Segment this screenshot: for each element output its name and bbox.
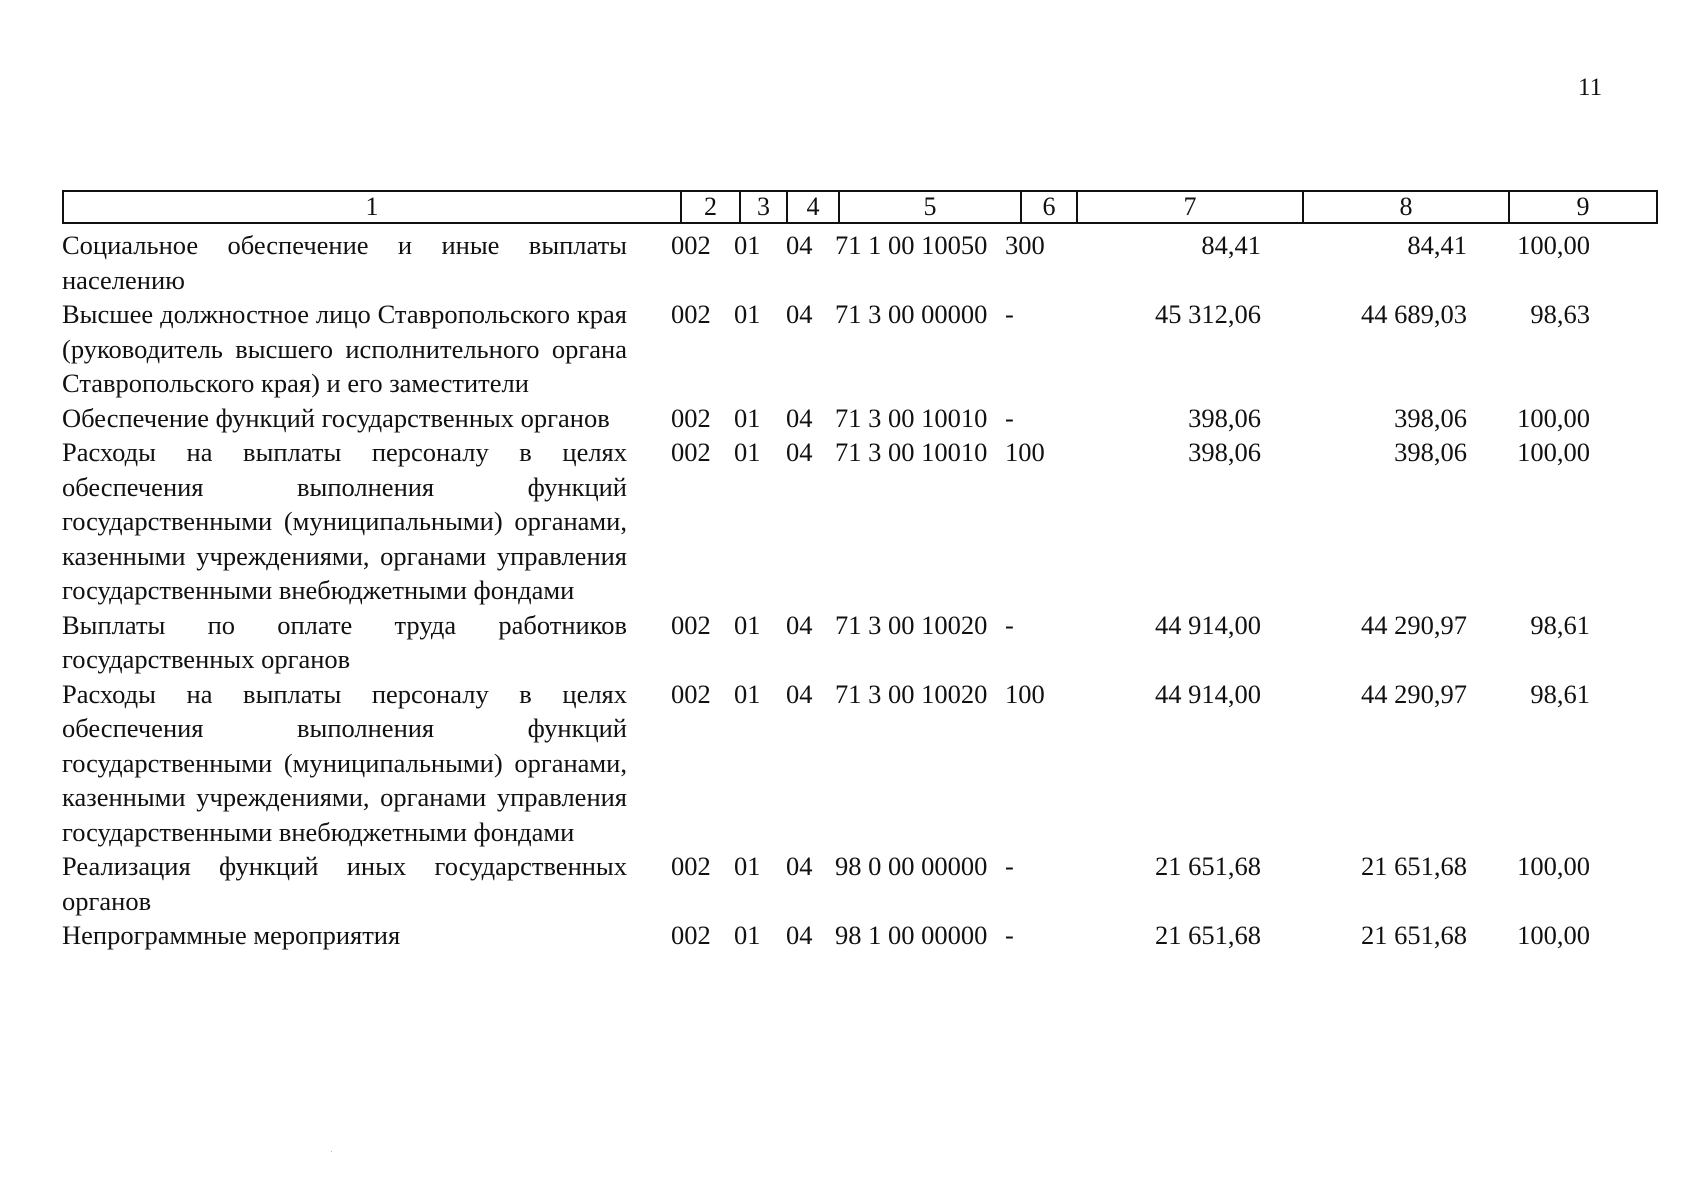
code-section: 01 [734, 230, 761, 260]
code-target-article: 71 3 00 10010 [835, 402, 988, 433]
row-name-line: обеспечения выполнения функций [62, 471, 627, 502]
code-ved: 002 [671, 437, 711, 467]
planned-amount: 21 651,68 [1155, 920, 1261, 950]
header-col-4: 4 [787, 191, 839, 223]
row-name-line: казенными учреждениями, органами управления [62, 540, 627, 571]
code-section: 01 [734, 437, 761, 467]
row-name-line: государственными (муниципальными) органами, [62, 506, 627, 536]
planned-amount: 45 312,06 [1155, 299, 1261, 329]
planned-amount: 44 914,00 [1155, 609, 1261, 640]
header-col-1: 1 [63, 191, 681, 223]
row-name-line: Обеспечение функций государственных органов [62, 402, 610, 433]
planned-amount: 398,06 [1188, 402, 1261, 433]
table-row [62, 677, 1656, 850]
code-subsection: 04 [786, 609, 813, 640]
row-name [62, 918, 647, 953]
row-name-line: (руководитель высшего исполнительного органа [62, 333, 627, 364]
code-expense-type: 300 [1005, 230, 1045, 260]
row-name [62, 435, 647, 608]
table-row [62, 918, 1656, 953]
table-row [62, 228, 1656, 297]
code-target-article: 71 3 00 10020 [835, 609, 988, 640]
header-col-3: 3 [740, 191, 787, 223]
row-name [62, 401, 647, 436]
actual-amount: 398,06 [1394, 402, 1467, 433]
row-name-line: Социальное обеспечение и иные выплаты [62, 230, 627, 260]
planned-amount: 44 914,00 [1155, 678, 1261, 709]
actual-amount: 44 290,97 [1361, 609, 1467, 640]
header-col-8: 8 [1303, 191, 1509, 223]
code-ved: 002 [671, 920, 711, 950]
code-section: 01 [734, 609, 761, 640]
code-subsection: 04 [786, 402, 813, 433]
table-row [62, 849, 1656, 918]
row-name-line: Ставропольского края) и его заместители [62, 368, 529, 398]
code-expense-type: - [1005, 299, 1014, 329]
code-ved: 002 [671, 299, 711, 329]
row-name-line: Непрограммные мероприятия [62, 920, 401, 950]
code-target-article: 98 1 00 00000 [835, 920, 988, 950]
code-section: 01 [734, 402, 761, 433]
table-row [62, 401, 1656, 436]
row-name-line: Расходы на выплаты персоналу в целях [62, 437, 627, 467]
header-col-6: 6 [1021, 191, 1077, 223]
row-name-line: казенными учреждениями, органами управления [62, 782, 627, 812]
code-ved: 002 [671, 609, 711, 640]
code-expense-type: - [1005, 402, 1014, 433]
row-name [62, 228, 647, 297]
actual-amount: 44 689,03 [1361, 299, 1467, 329]
actual-amount: 21 651,68 [1361, 851, 1467, 881]
budget-rows [62, 228, 1656, 953]
code-subsection: 04 [786, 920, 813, 950]
row-name [62, 297, 647, 401]
planned-amount: 398,06 [1188, 437, 1261, 467]
code-expense-type: - [1005, 920, 1014, 950]
header-col-5: 5 [839, 191, 1021, 223]
row-name-line: государственными (муниципальными) органами, [62, 747, 627, 778]
code-ved: 002 [671, 678, 711, 709]
execution-percent: 98,63 [1530, 299, 1590, 329]
code-section: 01 [734, 678, 761, 709]
actual-amount: 21 651,68 [1361, 920, 1467, 950]
execution-percent: 100,00 [1517, 402, 1590, 433]
header-col-2: 2 [681, 191, 740, 223]
code-ved: 002 [671, 230, 711, 260]
planned-amount: 21 651,68 [1155, 851, 1261, 881]
header-col-7: 7 [1077, 191, 1303, 223]
row-name-line: органов [62, 885, 152, 916]
row-name [62, 677, 647, 850]
row-name [62, 608, 647, 677]
code-ved: 002 [671, 402, 711, 433]
column-number-header [62, 190, 1658, 224]
execution-percent: 98,61 [1530, 609, 1590, 640]
code-target-article: 71 3 00 00000 [835, 299, 988, 329]
scan-speck [331, 1151, 332, 1152]
code-expense-type: 100 [1005, 678, 1045, 709]
execution-percent: 100,00 [1517, 851, 1590, 881]
code-subsection: 04 [786, 851, 813, 881]
code-subsection: 04 [786, 230, 813, 260]
table-row [62, 297, 1656, 401]
code-subsection: 04 [786, 678, 813, 709]
actual-amount: 398,06 [1394, 437, 1467, 467]
row-name-line: государственными внебюджетными фондами [62, 575, 575, 605]
execution-percent: 100,00 [1517, 437, 1590, 467]
code-target-article: 98 0 00 00000 [835, 851, 988, 881]
code-expense-type: - [1005, 851, 1014, 881]
actual-amount: 84,41 [1407, 230, 1467, 260]
row-name-line: населению [62, 264, 185, 295]
row-name-line: Высшее должностное лицо Ставропольского края [62, 299, 627, 329]
code-subsection: 04 [786, 437, 813, 467]
row-name-line: Реализация функций иных государственных [62, 851, 627, 881]
row-name-line: Выплаты по оплате труда работников [62, 609, 627, 640]
row-name-line: обеспечения выполнения функций [62, 713, 627, 743]
code-expense-type: - [1005, 609, 1014, 640]
page-number: 11 [1578, 74, 1603, 101]
row-name-line: государственными внебюджетными фондами [62, 816, 575, 847]
code-section: 01 [734, 851, 761, 881]
code-target-article: 71 3 00 10020 [835, 678, 988, 709]
code-subsection: 04 [786, 299, 813, 329]
row-name [62, 849, 647, 918]
actual-amount: 44 290,97 [1361, 678, 1467, 709]
code-section: 01 [734, 920, 761, 950]
code-ved: 002 [671, 851, 711, 881]
table-row [62, 608, 1656, 677]
row-name-line: государственных органов [62, 644, 351, 674]
execution-percent: 100,00 [1517, 230, 1590, 260]
code-expense-type: 100 [1005, 437, 1045, 467]
planned-amount: 84,41 [1201, 230, 1261, 260]
code-target-article: 71 1 00 10050 [835, 230, 988, 260]
execution-percent: 98,61 [1530, 678, 1590, 709]
row-name-line: Расходы на выплаты персоналу в целях [62, 678, 627, 709]
table-row [62, 435, 1656, 608]
header-col-9: 9 [1509, 191, 1657, 223]
code-section: 01 [734, 299, 761, 329]
code-target-article: 71 3 00 10010 [835, 437, 988, 467]
execution-percent: 100,00 [1517, 920, 1590, 950]
